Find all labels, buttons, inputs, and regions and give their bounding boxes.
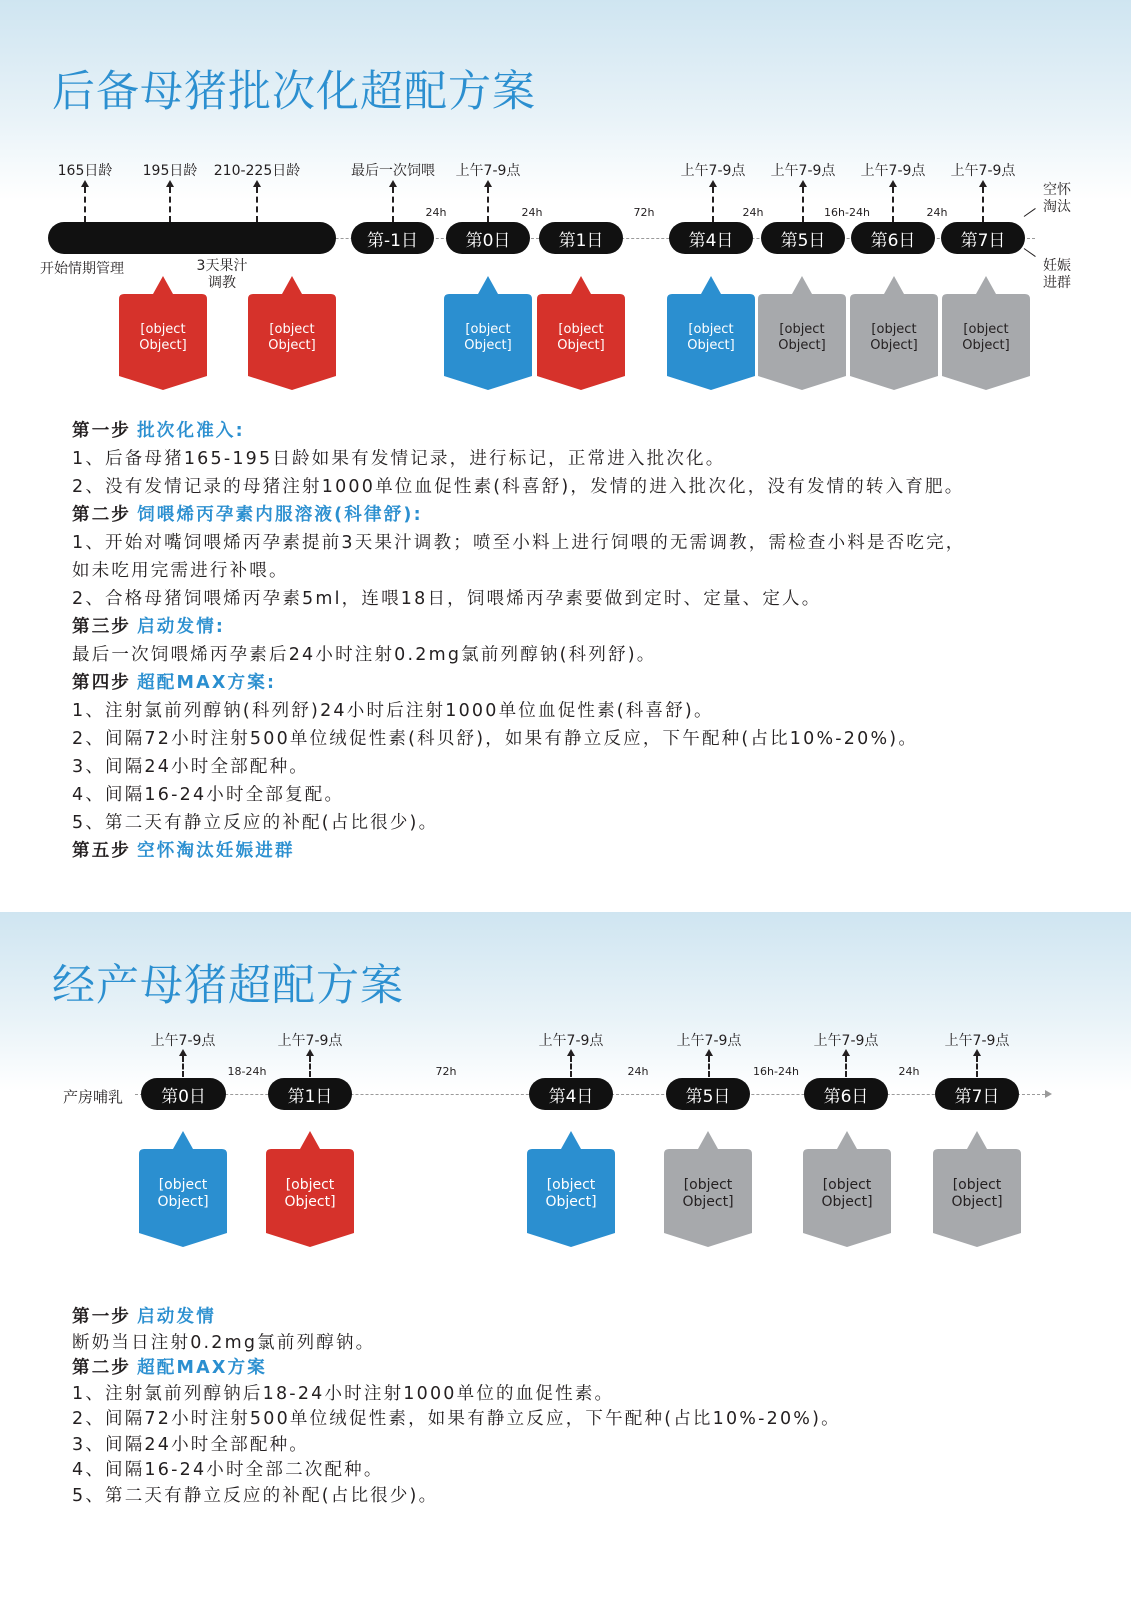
arrow-right-icon [1045,1090,1052,1098]
step-title: 超配MAX方案 [137,1358,267,1378]
dashed-connector [392,187,394,222]
dashed-connector [182,1056,184,1077]
day-pill: 第5日 [761,222,845,254]
dashed-connector [708,1056,710,1077]
interval-label: 72h [633,206,655,219]
step-line: 最后一次饲喂烯丙孕素后24小时注射0.2mg氯前列醇钠(科列舒)。 [72,645,657,665]
dashed-connector [982,187,984,222]
callout-text: [object Object] [545,1176,597,1210]
dashed-connector [487,187,489,222]
interval-label: 24h [742,206,764,219]
callout-red [119,276,207,390]
interval-label: 24h [898,1065,920,1078]
arrow-up-icon [306,1049,314,1056]
arrow-up-icon [705,1049,713,1056]
interval-label: 16h-24h [753,1065,799,1078]
step-line: 3、间隔24小时全部配种。 [72,757,310,777]
event-label: 上午7-9点 [676,1033,742,1049]
step-label: 第五步 [72,841,132,861]
step-line: 4、间隔16-24小时全部二次配种。 [72,1460,384,1480]
arrow-up-icon [979,180,987,187]
dashed-connector [84,187,86,222]
callout-text: [object Object] [687,322,735,353]
step-line: 4、间隔16-24小时全部复配。 [72,785,345,805]
interval-label: 72h [435,1065,457,1078]
dashed-connector [570,1056,572,1077]
interval-label: 18-24h [227,1065,267,1078]
event-label: 165日龄 [57,163,113,179]
step-label: 第二步 [72,1358,132,1378]
step-line: 1、注射氯前列醇钠后18-24小时注射1000单位的血促性素。 [72,1383,615,1404]
day-pill: 第7日 [935,1078,1019,1110]
step-label: 第二步 [72,505,132,525]
callout-gray [850,276,938,390]
juice-training-label: 3天果汁 调教 [196,258,248,291]
callout-red [248,276,336,390]
day-pill: 第-1日 [351,222,434,254]
dashed-connector [892,187,894,222]
callout-text: [object Object] [268,322,316,353]
dashed-connector [712,187,714,222]
section2-title: 经产母猪超配方案 [52,961,404,1011]
day-pill: 第1日 [268,1078,352,1110]
step-title: 批次化准入: [137,421,245,441]
callout-blue [667,276,755,390]
step-heading [72,417,245,445]
arrow-up-icon [567,1049,575,1056]
day-pill: 第4日 [669,222,753,254]
step-line: 2、间隔72小时注射500单位绒促性素，如果有静立反应，下午配种(占比10%-20%)。 [72,1409,841,1429]
event-label: 上午7-9点 [944,1033,1010,1049]
callout-red [537,276,625,390]
event-label: 上午7-9点 [680,163,746,179]
callout-gray [664,1131,752,1247]
callout-text: [object Object] [464,322,512,353]
step-title: 饲喂烯丙孕素内服溶液(科律舒): [137,505,423,525]
dashed-connector [309,1056,311,1077]
arrow-up-icon [889,180,897,187]
step-label: 第一步 [72,421,132,441]
step-heading [72,613,225,641]
step-line: 断奶当日注射0.2mg氯前列醇钠。 [72,1332,376,1353]
day-pill: 第4日 [529,1078,613,1110]
dashed-connector [845,1056,847,1077]
step-heading [72,1303,216,1331]
step-label: 第一步 [72,1307,132,1327]
interval-label: 24h [521,206,543,219]
end-label-pregnant: 妊娠 进群 [1043,258,1071,291]
day-pill: 第0日 [141,1078,226,1110]
day-pill: 第6日 [851,222,935,254]
step-line: 2、合格母猪饲喂烯丙孕素5ml，连喂18日，饲喂烯丙孕素要做到定时、定量、定人。 [72,589,822,609]
section1-title: 后备母猪批次化超配方案 [52,67,536,117]
callout-blue [527,1131,615,1247]
event-label: 210-225日龄 [213,163,301,179]
arrow-up-icon [484,180,492,187]
callout-text: [object Object] [557,322,605,353]
heat-management-bar [48,222,336,254]
step-heading [72,501,423,529]
callout-gray [758,276,846,390]
arrow-up-icon [973,1049,981,1056]
callout-text: [object Object] [157,1176,209,1210]
arrow-up-icon [799,180,807,187]
callout-text: [object Object] [682,1176,734,1210]
interval-label: 24h [627,1065,649,1078]
interval-label: 24h [926,206,948,219]
arrow-up-icon [709,180,717,187]
callout-text: [object Object] [951,1176,1003,1210]
step-title: 启动发情 [137,1307,216,1327]
step-line: 1、后备母猪165-195日龄如果有发情记录，进行标记，正常进入批次化。 [72,449,726,469]
event-label: 上午7-9点 [770,163,836,179]
day-pill: 第1日 [539,222,623,254]
event-label: 上午7-9点 [277,1033,343,1049]
step-line: 3、间隔24小时全部配种。 [72,1434,310,1455]
end-label-cull: 空怀 淘汰 [1043,182,1071,215]
step-label: 第四步 [72,673,132,693]
callout-blue [139,1131,227,1247]
callout-text: [object Object] [778,322,826,353]
dashed-connector [802,187,804,222]
event-label: 195日龄 [142,163,198,179]
callout-text: [object Object] [139,322,187,353]
step-heading [72,669,276,697]
arrow-up-icon [842,1049,850,1056]
arrow-up-icon [253,180,261,187]
step-heading [72,1354,267,1382]
event-label: 最后一次饲喂 [351,163,435,179]
step-line: 5、第二天有静立反应的补配(占比很少)。 [72,813,439,833]
dashed-connector [976,1056,978,1077]
callout-text: [object Object] [870,322,918,353]
callout-gray [942,276,1030,390]
step-title: 启动发情: [137,617,226,637]
day-pill: 第6日 [804,1078,888,1110]
step-line: 5、第二天有静立反应的补配(占比很少)。 [72,1485,439,1506]
step-title: 空怀淘汰妊娠进群 [137,841,295,861]
event-label: 上午7-9点 [950,163,1016,179]
step-line: 如未吃用完需进行补喂。 [72,561,289,581]
arrow-up-icon [179,1049,187,1056]
callout-gray [933,1131,1021,1247]
event-label: 上午7-9点 [455,163,521,179]
step-label: 第三步 [72,617,132,637]
interval-label: 24h [425,206,447,219]
arrow-up-icon [166,180,174,187]
callout-text: [object Object] [962,322,1010,353]
start-label: 开始情期管理 [40,261,124,277]
step-line: 2、间隔72小时注射500单位绒促性素(科贝舒)，如果有静立反应，下午配种(占比10%-20%)。 [72,729,919,749]
step-title: 超配MAX方案: [137,673,277,693]
dashed-connector [169,187,171,222]
start-label: 产房哺乳 [63,1088,124,1106]
callout-red [266,1131,354,1247]
day-pill: 第7日 [941,222,1025,254]
event-label: 上午7-9点 [813,1033,879,1049]
callout-text: [object Object] [821,1176,873,1210]
step-line: 1、开始对嘴饲喂烯丙孕素提前3天果汁调教；喷至小料上进行饲喂的无需调教，需检查小料是否吃完， [72,533,966,553]
arrow-lower-right-icon [1024,248,1036,257]
arrow-up-icon [81,180,89,187]
callout-gray [803,1131,891,1247]
event-label: 上午7-9点 [538,1033,604,1049]
step-line: 2、没有发情记录的母猪注射1000单位血促性素(科喜舒)，发情的进入批次化，没有发情的转入育肥。 [72,477,965,497]
interval-label: 16h-24h [824,206,870,219]
event-label: 上午7-9点 [150,1033,216,1049]
dashed-connector [256,187,258,222]
callout-blue [444,276,532,390]
callout-text: [object Object] [284,1176,336,1210]
day-pill: 第5日 [666,1078,750,1110]
step-heading [72,837,295,865]
day-pill: 第0日 [446,222,530,254]
event-label: 上午7-9点 [860,163,926,179]
arrow-upper-right-icon [1024,208,1036,217]
step-line: 1、注射氯前列醇钠(科列舒)24小时后注射1000单位血促性素(科喜舒)。 [72,701,714,721]
arrow-up-icon [389,180,397,187]
